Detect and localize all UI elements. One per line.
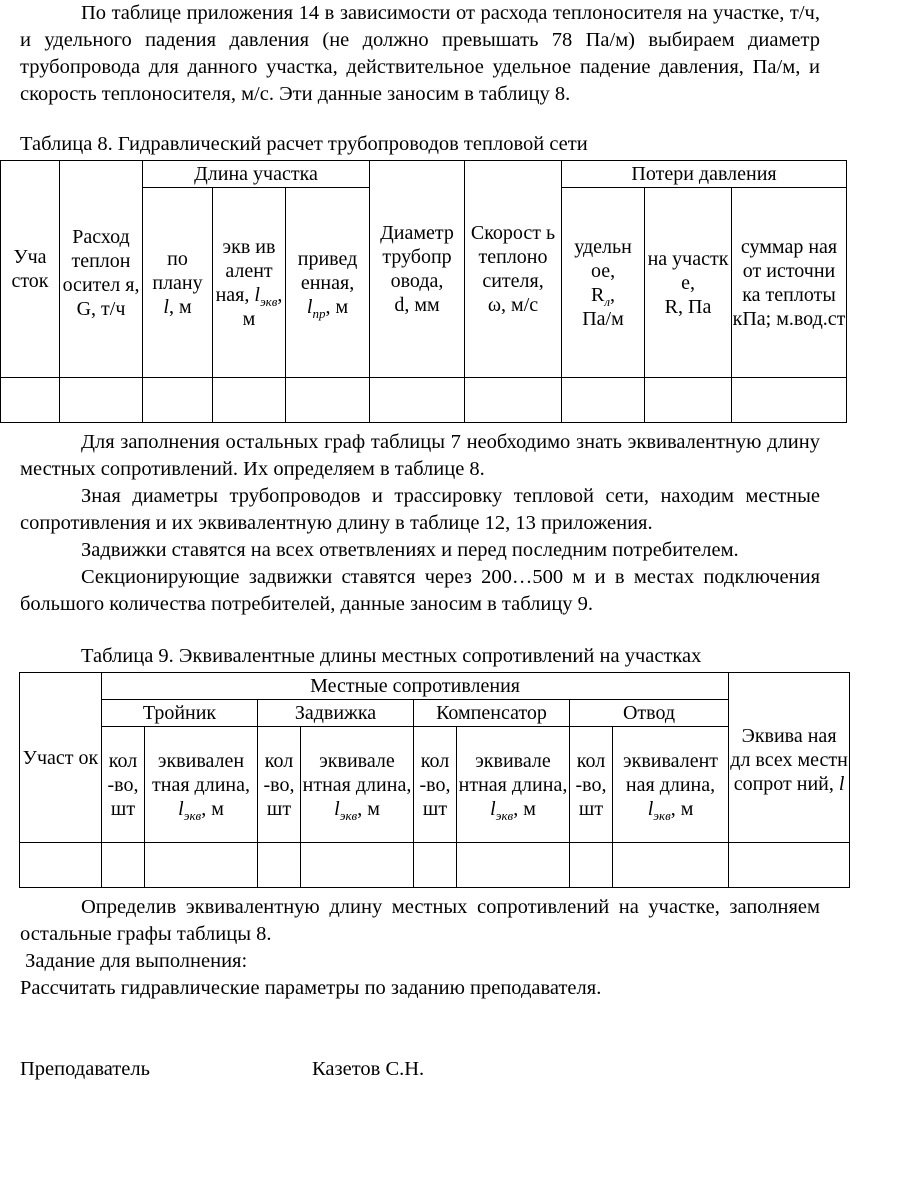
table8-empty-row (1, 378, 847, 423)
t8-h-reduced: привед енная, $l_{пр}$, м (286, 188, 370, 378)
table8 (0, 160, 847, 423)
t9-h-count-valve: кол -во, шт (258, 727, 301, 843)
t8-h-length-group: Длина участка (143, 161, 370, 188)
t8-h-loss-group: Потери давления (562, 161, 847, 188)
closing-paragraph: Определив эквивалентную длину местных сопротивлений на участке, заполняем остальные графы таблицы 8. (20, 896, 820, 945)
t8-h-plan: по плану l, м (143, 188, 213, 378)
document-page (11, 0, 900, 1083)
t9-h-eq-comp: эквивале нтная длина, $l_{экв}$, м (457, 727, 570, 843)
table9-empty-row (20, 843, 850, 888)
signature-name: Казетов С.Н. (312, 1058, 425, 1080)
t8-h-equiv: экв ив алент ная, $l_{экв}$, м (213, 188, 286, 378)
task-label: Задание для выполнения: (20, 950, 248, 972)
t8-h-flow: Расход теплон осител я, G, т/ч (60, 161, 143, 378)
table9 (19, 672, 850, 888)
t9-h-count-bend: кол -во, шт (570, 727, 613, 843)
t9-h-total-equiv: Эквива ная дл всех местн сопрот ний, l (729, 673, 850, 843)
intro-paragraph: По таблице приложения 14 в зависимости от расхода теплоносителя на участке, т/ч, и удельного падения давления (не должно превышать 78 Па/м) выбираем диаметр трубопровода для данного участка, действительное удельное падение давления, Па/м, и скорость теплоносителя, м/с. Эти данные заносим в таблицу 8. (20, 2, 820, 105)
t9-h-tee: Тройник (102, 700, 258, 727)
t9-h-valve: Задвижка (258, 700, 414, 727)
t8-h-diameter: Диаметр трубопр овода, d, мм (370, 161, 465, 378)
t9-h-section: Участ ок (20, 673, 102, 843)
paragraph-fill-columns: Для заполнения остальных граф таблицы 7 необходимо знать эквивалентную длину местных сопротивлений. Их определяем в таблице 8. (20, 431, 820, 480)
table9-header-row-1 (20, 673, 850, 700)
t8-h-onsection: на участк е, R, Па (645, 188, 732, 378)
t8-h-velocity: Скорост ь теплоно сителя, ω, м/с (465, 161, 562, 378)
t9-h-bend: Отвод (570, 700, 729, 727)
table8-header-row-1 (1, 161, 847, 188)
table9-caption: Таблица 9. Эквивалентные длины местных сопротивлений на участках (81, 645, 702, 667)
t9-h-local-group: Местные сопротивления (102, 673, 729, 700)
task-text: Рассчитать гидравлические параметры по заданию преподавателя. (20, 977, 602, 999)
signature-role: Преподаватель (20, 1058, 150, 1080)
t9-h-count-comp: кол -во, шт (414, 727, 457, 843)
t8-h-section: Уча сток (1, 161, 60, 378)
t9-h-eq-tee: эквивален тная длина, $l_{экв}$, м (145, 727, 258, 843)
t9-h-eq-valve: эквивале нтная длина, $l_{экв}$, м (301, 727, 414, 843)
paragraph-valves: Задвижки ставятся на всех ответвлениях и перед последним потребителем. (81, 539, 739, 561)
table9-header-row-3 (20, 727, 850, 843)
table9-header-row-2 (20, 700, 850, 727)
t8-h-specific: удельн ое, $R_л$, Па/м (562, 188, 645, 378)
t9-h-compensator: Компенсатор (414, 700, 570, 727)
paragraph-sectioning-valves: Секционирующие задвижки ставятся через 200…500 м и в местах подключения большого количества потребителей, данные заносим в таблицу 9. (20, 566, 820, 615)
t9-h-count-tee: кол -во, шт (102, 727, 145, 843)
t8-h-total: суммар ная от источни ка теплоты кПа; м.вод.ст (732, 188, 847, 378)
signature-line (20, 1056, 900, 1083)
paragraph-diameters: Зная диаметры трубопроводов и трассировку тепловой сети, находим местные сопротивления и их эквивалентную длину в таблице 12, 13 приложения. (20, 485, 820, 534)
table8-caption: Таблица 8. Гидравлический расчет трубопроводов тепловой сети (20, 133, 588, 155)
t9-h-eq-bend: эквивалент ная длина, $l_{экв}$, м (613, 727, 729, 843)
